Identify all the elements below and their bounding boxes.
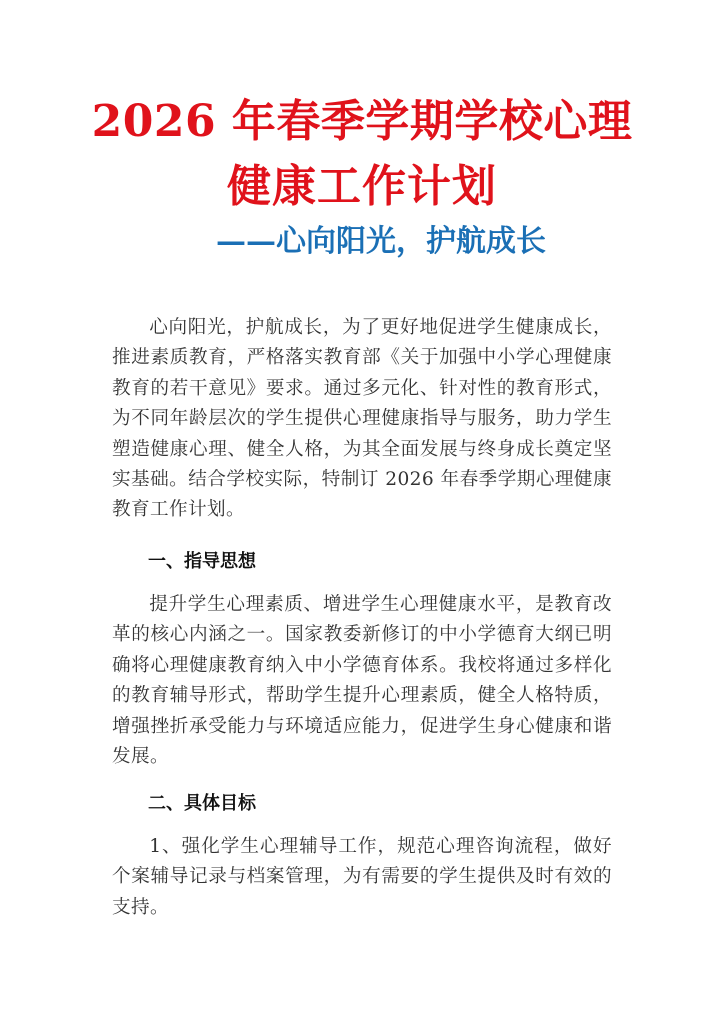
document-title-line2: 健康工作计划 [227, 161, 497, 212]
specific-goal-item-1: 1、强化学生心理辅导工作，规范心理咨询流程，做好个案辅导记录与档案管理，为有需要的学生提供及时有效的支持。 [112, 836, 612, 918]
section-heading-specific-goals: 二、具体目标 [148, 793, 256, 814]
guiding-ideology-paragraph: 提升学生心理素质、增进学生心理健康水平，是教育改革的核心内涵之一。国家教委新修订的中小学德育大纲已明确将心理健康教育纳入中小学德育体系。我校将通过多样化的教育辅导形式，帮助学生提升心理素质，健全人格特质，增强挫折承受能力与环境适应能力，促进学生身心健康和谐发展。 [112, 594, 612, 768]
document-subtitle: ——心向阳光，护航成长 [216, 224, 546, 259]
section-heading-guiding-ideology: 一、指导思想 [148, 551, 256, 572]
document-title-line1: 2026 年春季学期学校心理 [91, 96, 633, 147]
intro-paragraph: 心向阳光，护航成长，为了更好地促进学生健康成长，推进素质教育，严格落实教育部《关于加强中小学心理健康教育的若干意见》要求。通过多元化、针对性的教育形式，为不同年龄层次的学生提供心理健康指导与服务，助力学生塑造健康心理、健全人格，为其全面发展与终身成长奠定坚实基础。结合学校实际，特制订 2026 年春季学期心理健康教育工作计划。 [112, 317, 612, 521]
